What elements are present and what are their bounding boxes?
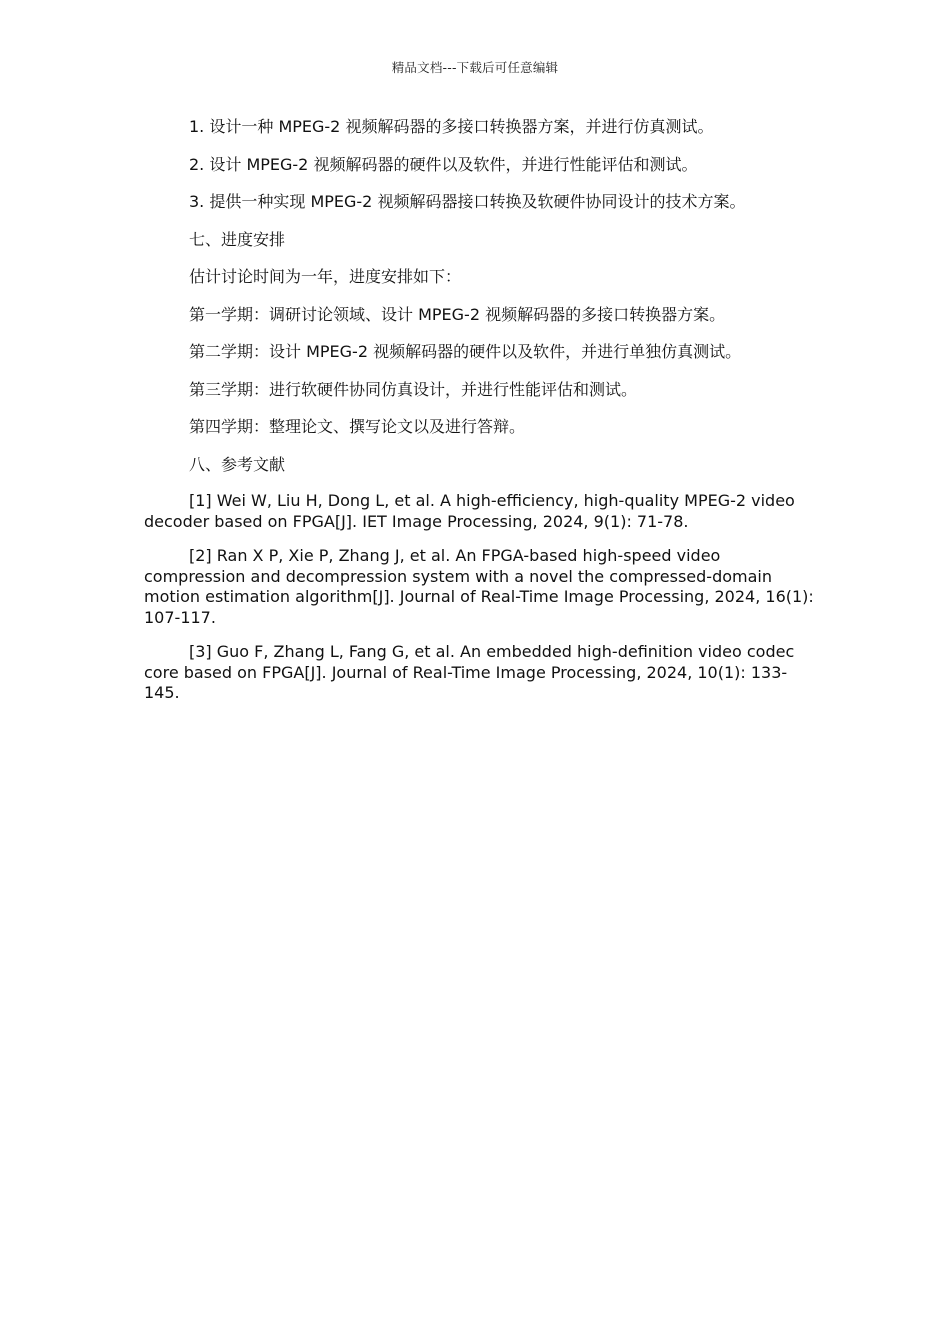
- references-heading: 八、参考文献: [189, 454, 286, 474]
- reference-item-2: [2] Ran X P, Xie P, Zhang J, et al. An FPGA-based high-speed video compression and decompression system with a novel the compressed-domain motion estimation algorithm[J]. Journal of Real-Time Image Processing, 2024, 16(1): 107-117.: [144, 546, 814, 627]
- page-header: 精品文档---下载后可任意编辑: [391, 60, 559, 75]
- semester-item-1: 第一学期：调研讨论领域、设计 MPEG-2 视频解码器的多接口转换器方案。: [189, 304, 726, 324]
- reference-list: [144, 491, 814, 704]
- semester-item-3: 第三学期：进行软硬件协同仿真设计，并进行性能评估和测试。: [189, 379, 638, 399]
- goal-item-3: 3. 提供一种实现 MPEG-2 视频解码器接口转换及软硬件协同设计的技术方案。: [189, 192, 746, 211]
- reference-item-1: [1] Wei W, Liu H, Dong L, et al. A high-efficiency, high-quality MPEG-2 video decoder based on FPGA[J]. IET Image Processing, 2024, 9(1): 71-78.: [144, 491, 795, 531]
- reference-item-3: [3] Guo F, Zhang L, Fang G, et al. An embedded high-definition video codec core based on FPGA[J]. Journal of Real-Time Image Processing, 2024, 10(1): 133-145.: [144, 642, 795, 702]
- schedule-intro: 估计讨论时间为一年，进度安排如下：: [189, 267, 462, 286]
- goal-item-1: 1. 设计一种 MPEG-2 视频解码器的多接口转换器方案，并进行仿真测试。: [189, 117, 714, 136]
- schedule-heading: 七、进度安排: [189, 229, 286, 249]
- goal-item-2: 2. 设计 MPEG-2 视频解码器的硬件以及软件，并进行性能评估和测试。: [189, 154, 698, 174]
- semester-item-2: 第二学期：设计 MPEG-2 视频解码器的硬件以及软件，并进行单独仿真测试。: [189, 342, 742, 361]
- semester-item-4: 第四学期：整理论文、撰写论文以及进行答辩。: [189, 417, 526, 436]
- document-body: [144, 116, 814, 718]
